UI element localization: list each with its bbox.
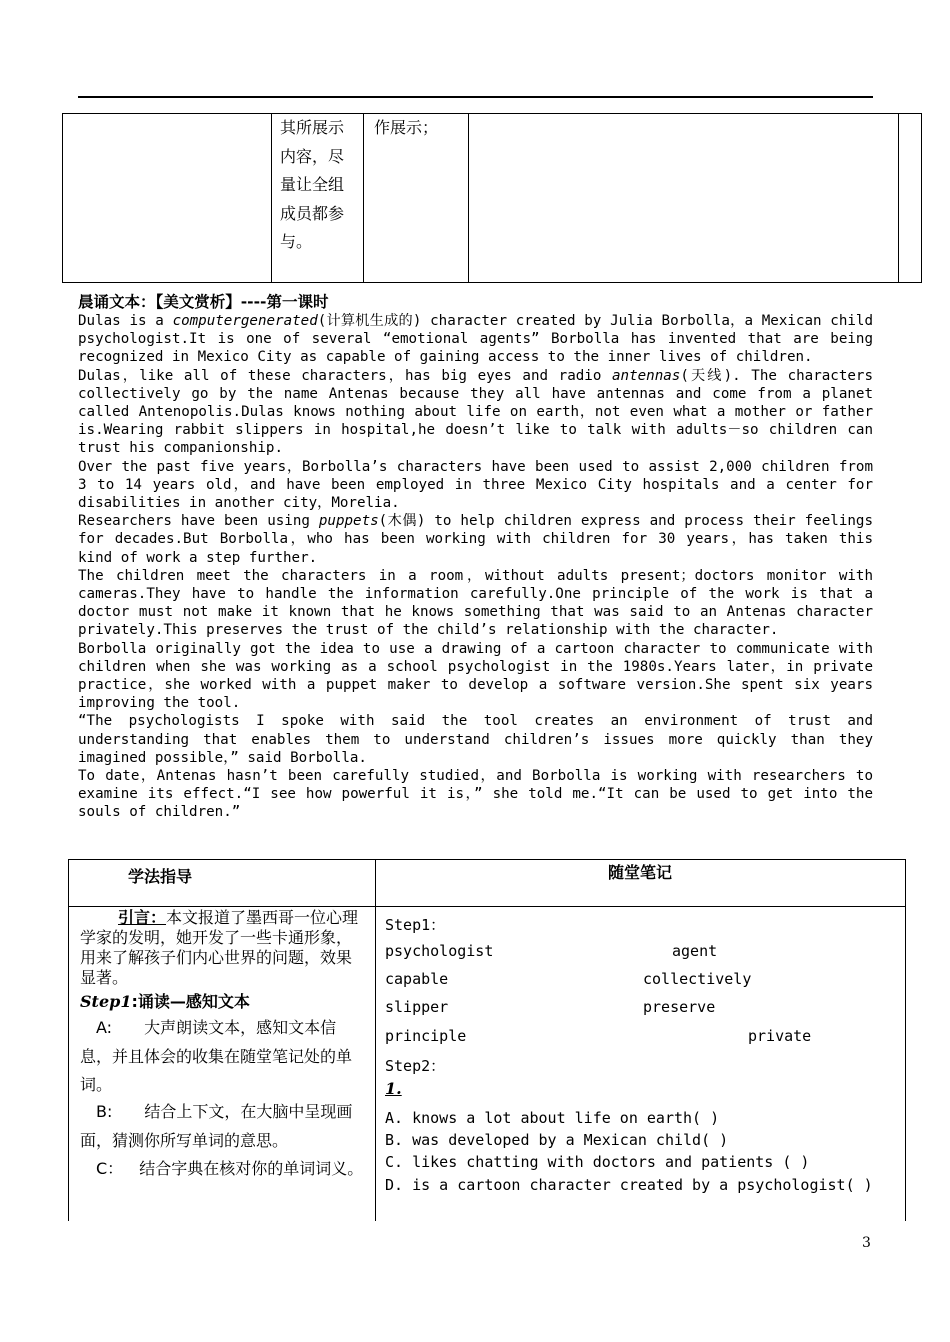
step1-title: Step1:诵读—感知文本 [80, 992, 250, 1011]
header-rule [78, 96, 873, 98]
vocab-word: collectively [643, 970, 752, 988]
paragraph-2: Dulas，like all of these characters，has big eyes and radio antennas(天线). The characters collectively go by the name Antenas because they all have antennas and come from a planet called Antenopolis.Dulas knows nothing about life on earth，not even what a mother or father is.Wearing rabbit slippers in hospital,he doesn’t like to talk with adults－so children can trust his companionship. [78, 367, 873, 457]
paragraph-4: Researchers have been using puppets(木偶) to help children express and process their feelings for decades.But Borbolla，who has been working with children for 30 years，has taken this kind of work a step further. [78, 513, 873, 566]
vocab-word: slipper [385, 998, 449, 1016]
paragraph-5: The children meet the characters in a room，without adults present；doctors monitor with cameras.They have to handle the information carefully.One principle of the work is that a doctor must not make it known that he knows something that was said to an Antenas character privately.This preserves the trust of the child’s relationship with the character. [78, 567, 873, 639]
notes-step1: Step1： [385, 916, 446, 934]
paragraph-3: Over the past five years，Borbolla’s characters have been used to assist 2,000 children from 3 to 14 years old，and have been employed in three Mexico City hospitals and a center for disabilities in another city，Morelia. [78, 458, 873, 512]
table-cell-display-content: 其所展示内容，尽量让全组成员都参与。 [280, 118, 345, 251]
vocab-word: preserve [643, 998, 716, 1016]
vocab-word: private [748, 1027, 812, 1045]
vocab-word: capable [385, 970, 449, 988]
page-number: 3 [862, 1235, 871, 1251]
guide-intro: 引言：本文报道了墨西哥一位心理学家的发明，她开发了一些卡通形象，用来了解孩子们内心世界的问题，效果显著。 [80, 908, 359, 987]
header-class-notes: 随堂笔记 [608, 863, 673, 882]
option-a: A. knows a lot about life on earth( ) [385, 1109, 720, 1127]
paragraph-1: Dulas is a computergenerated(计算机生成的) character created by Julia Borbolla，a Mexican child psychologist.It is one of several “emotional agents” Borbolla has invented that are being recognized in Mexico City as capable of gaining access to the inner lives of children. [78, 313, 873, 366]
option-d: D. is a cartoon character created by a psychologist( ) [385, 1176, 873, 1194]
option-c: C. likes chatting with doctors and patients ( ) [385, 1153, 810, 1171]
article-text [78, 312, 873, 822]
guide-a: A: 大声朗读文本，感知文本信息，并且体会的收集在随堂笔记处的单词。 [80, 1018, 353, 1094]
paragraph-7: “The psychologists I spoke with said the tool creates an environment of trust and understanding that enables them to understand children’s issues more quickly than they imagined possible，” said Borbolla. [78, 713, 873, 766]
paragraph-6: Borbolla originally got the idea to use a drawing of a cartoon character to communicate with children when she was working as a school psychologist in the 1980s.Years later，in private practice，she worked with a puppet maker to develop a software version.She spent six years improving the tool. [78, 640, 873, 712]
option-b: B. was developed by a Mexican child( ) [385, 1131, 729, 1149]
guide-c: C： 结合字典在核对你的单词词义。 [96, 1159, 364, 1178]
table-cell-display: 作展示； [374, 118, 439, 137]
intro-label: 引言： [118, 908, 167, 927]
vocab-word: agent [672, 942, 718, 960]
notes-step2: Step2： [385, 1057, 446, 1075]
section-heading: 晨诵文本：【美文赏析】----第一课时 [78, 293, 329, 311]
vocab-word: principle [385, 1027, 467, 1045]
vocab-word: psychologist [385, 942, 494, 960]
question-number: 1. [385, 1079, 402, 1098]
header-study-guide: 学法指导 [128, 867, 193, 886]
guide-b: B: 结合上下文，在大脑中呈现画面，猜测你所写单词的意思。 [80, 1102, 353, 1150]
paragraph-8: To date，Antenas hasn’t been carefully studied，and Borbolla is working with researchers to examine its effect.“I see how powerful it is，” she told me.“It can be used to get into the souls of children.” [78, 768, 873, 821]
